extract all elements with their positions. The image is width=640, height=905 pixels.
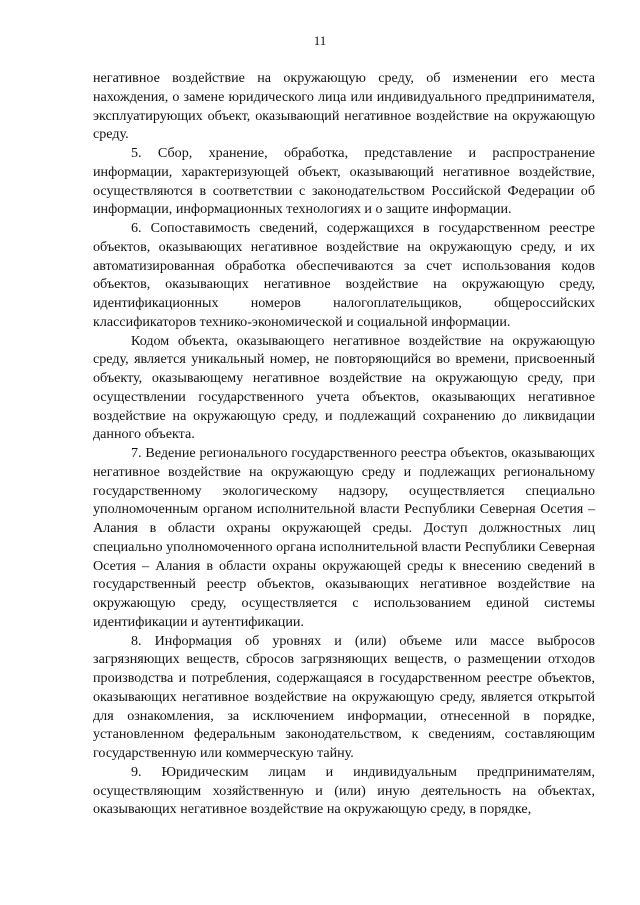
paragraph-object-code: Кодом объекта, оказывающего негативное воздействие на окружающую среду, является уникальный номер, не повторяющийся во времени, присвоенный объекту, оказывающему негативное воздействие на окружающую среду, при осуществлении государственного учета объектов, оказывающих негативное воздействие на окружающую среду, и подлежащий сохранению до ликвидации данного объекта.	[93, 332, 595, 443]
paragraph-item-6: 6. Сопоставимость сведений, содержащихся в государственном реестре объектов, оказывающих негативное воздействие на окружающую среду, и их автоматизированная обработка обеспечиваются за счет использования кодов объектов, оказывающих негативное воздействие на окружающую среду, идентификационных номеров налогоплательщиков, общероссийских классификаторов технико-экономической и социальной информации.	[93, 220, 595, 330]
paragraph-item-8: 8. Информация об уровнях и (или) объеме или массе выбросов загрязняющих веществ, сбросов загрязняющих веществ, о размещении отходов производства и потребления, содержащаяся в государственном реестре объектов, оказывающих негативное воздействие на окружающую среду, является открытой для ознакомления, за исключением информации, отнесенной в порядке, установленном федеральным законодательством, к сведениям, составляющим государственную или коммерческую тайну.	[93, 632, 595, 761]
paragraph-item-5: 5. Сбор, хранение, обработка, представление и распространение информации, характеризующей объект, оказывающий негативное воздействие, осуществляются в соответствии с законодательством Российской Федерации об информации, информационных технологиях и о защите информации.	[93, 145, 595, 218]
paragraph-item-9: 9. Юридическим лицам и индивидуальным предпринимателям, осуществляющим хозяйственную и (или) иную деятельность на объектах, оказывающих негативное воздействие на окружающую среду, в порядке,	[93, 763, 595, 818]
paragraph-item-7: 7. Ведение регионального государственного реестра объектов, оказывающих негативное воздействие на окружающую среду и подлежащих региональному государственному экологическому надзору, осуществляется специально уполномоченным органом исполнительной власти Республики Северная Осетия – Алания в области охраны окружающей среды. Доступ должностных лиц специально уполномоченного органа исполнительной власти Республики Северная Осетия – Алания в области охраны окружающей среды к внесению сведений в государственный реестр объектов, оказывающих негативное воздействие на окружающую среду, осуществляется с использованием единой системы идентификации и аутентификации.	[93, 445, 595, 630]
page-number: 11	[313, 33, 327, 48]
paragraph-continuation: негативное воздействие на окружающую среду, об изменении его места нахождения, о замене юридического лица или индивидуального предпринимателя, эксплуатирующих объект, оказывающий негативное воздействие на окружающую среду.	[93, 70, 595, 143]
document-body	[93, 69, 595, 819]
